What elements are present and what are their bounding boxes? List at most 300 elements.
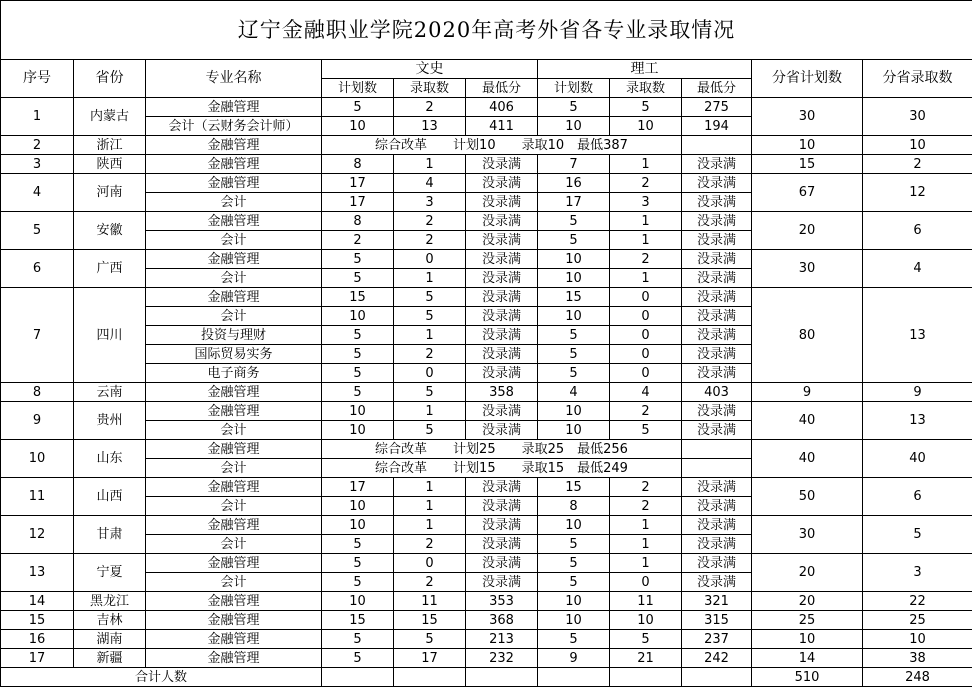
wen-plan-cell: 5 (322, 535, 394, 554)
seq-cell: 1 (1, 98, 74, 136)
province-admit-cell: 25 (863, 611, 972, 630)
province-admit-cell: 30 (863, 98, 972, 136)
table-row (1, 592, 972, 611)
wen-min-cell: 没录满 (466, 364, 538, 383)
wen-plan-cell: 5 (322, 98, 394, 117)
wen-min-cell: 358 (466, 383, 538, 402)
province-plan-cell: 20 (752, 554, 863, 592)
header-province-admit: 分省录取数 (863, 60, 972, 98)
major-cell: 金融管理 (146, 288, 322, 307)
major-cell: 金融管理 (146, 649, 322, 668)
wen-admit-cell: 4 (394, 174, 466, 193)
wen-min-cell: 没录满 (466, 193, 538, 212)
table-row (1, 554, 972, 573)
table-row (1, 440, 972, 459)
table-row (1, 383, 972, 402)
wen-min-cell: 没录满 (466, 554, 538, 573)
province-admit-cell: 38 (863, 649, 972, 668)
province-admit-cell: 9 (863, 383, 972, 402)
header-ligong: 理工 (538, 60, 752, 79)
seq-cell: 12 (1, 516, 74, 554)
li-plan-cell: 5 (538, 98, 610, 117)
province-plan-cell: 20 (752, 592, 863, 611)
li-min-cell: 没录满 (682, 345, 752, 364)
li-admit-cell: 1 (610, 535, 682, 554)
wen-admit-cell: 1 (394, 326, 466, 345)
wen-admit-cell: 2 (394, 212, 466, 231)
header-li-min: 最低分 (682, 79, 752, 98)
wen-plan-cell: 5 (322, 345, 394, 364)
wen-admit-cell: 1 (394, 516, 466, 535)
wen-min-cell: 没录满 (466, 269, 538, 288)
major-cell: 会计 (146, 269, 322, 288)
major-cell: 金融管理 (146, 250, 322, 269)
table-row (1, 288, 972, 307)
li-plan-cell: 5 (538, 231, 610, 250)
province-plan-cell: 50 (752, 478, 863, 516)
li-plan-cell: 5 (538, 535, 610, 554)
wen-min-cell: 213 (466, 630, 538, 649)
major-cell: 金融管理 (146, 383, 322, 402)
merged-note-cell: 综合改革 计划25 录取25 最低256 (322, 440, 682, 459)
page-title: 辽宁金融职业学院2020年高考外省各专业录取情况 (1, 1, 972, 60)
seq-cell: 11 (1, 478, 74, 516)
major-cell: 金融管理 (146, 440, 322, 459)
table-row (1, 98, 972, 117)
li-plan-cell: 10 (538, 611, 610, 630)
li-admit-cell: 1 (610, 212, 682, 231)
province-plan-cell: 67 (752, 174, 863, 212)
wen-plan-cell: 2 (322, 231, 394, 250)
major-cell: 国际贸易实务 (146, 345, 322, 364)
wen-plan-cell: 15 (322, 288, 394, 307)
wen-plan-cell: 17 (322, 478, 394, 497)
li-min-cell: 没录满 (682, 212, 752, 231)
wen-min-cell: 没录满 (466, 345, 538, 364)
province-plan-cell: 40 (752, 402, 863, 440)
wen-plan-cell: 5 (322, 630, 394, 649)
li-min-cell: 没录满 (682, 364, 752, 383)
li-min-cell: 没录满 (682, 193, 752, 212)
li-plan-cell: 10 (538, 402, 610, 421)
li-min-cell: 没录满 (682, 250, 752, 269)
empty-cell (682, 136, 752, 155)
li-admit-cell: 4 (610, 383, 682, 402)
li-plan-cell: 5 (538, 326, 610, 345)
header-wenshi: 文史 (322, 60, 538, 79)
wen-plan-cell: 5 (322, 269, 394, 288)
header-wen-admit: 录取数 (394, 79, 466, 98)
wen-plan-cell: 10 (322, 497, 394, 516)
province-cell: 河南 (74, 174, 146, 212)
province-plan-cell: 20 (752, 212, 863, 250)
province-plan-cell: 15 (752, 155, 863, 174)
wen-plan-cell: 17 (322, 174, 394, 193)
wen-admit-cell: 3 (394, 193, 466, 212)
li-plan-cell: 8 (538, 497, 610, 516)
province-cell: 新疆 (74, 649, 146, 668)
li-min-cell: 没录满 (682, 269, 752, 288)
li-plan-cell: 4 (538, 383, 610, 402)
li-plan-cell: 10 (538, 250, 610, 269)
table-row (1, 611, 972, 630)
li-min-cell: 没录满 (682, 497, 752, 516)
wen-plan-cell: 15 (322, 611, 394, 630)
major-cell: 会计（云财务会计师） (146, 117, 322, 136)
li-admit-cell: 5 (610, 630, 682, 649)
li-admit-cell: 2 (610, 497, 682, 516)
wen-min-cell: 没录满 (466, 573, 538, 592)
table-row (1, 250, 972, 269)
major-cell: 电子商务 (146, 364, 322, 383)
total-row (1, 668, 972, 687)
table-row (1, 174, 972, 193)
seq-cell: 5 (1, 212, 74, 250)
wen-plan-cell: 5 (322, 554, 394, 573)
major-cell: 金融管理 (146, 174, 322, 193)
table-row (1, 212, 972, 231)
major-cell: 会计 (146, 231, 322, 250)
seq-cell: 10 (1, 440, 74, 478)
wen-admit-cell: 5 (394, 307, 466, 326)
wen-plan-cell: 10 (322, 421, 394, 440)
li-admit-cell: 0 (610, 326, 682, 345)
wen-plan-cell: 10 (322, 516, 394, 535)
table-row (1, 516, 972, 535)
li-min-cell: 没录满 (682, 326, 752, 345)
li-admit-cell: 5 (610, 98, 682, 117)
li-plan-cell: 5 (538, 345, 610, 364)
wen-min-cell: 368 (466, 611, 538, 630)
wen-min-cell: 没录满 (466, 478, 538, 497)
wen-plan-cell: 10 (322, 117, 394, 136)
province-admit-cell: 2 (863, 155, 972, 174)
province-admit-cell: 13 (863, 288, 972, 383)
province-admit-cell: 10 (863, 136, 972, 155)
province-admit-cell: 10 (863, 630, 972, 649)
province-cell: 云南 (74, 383, 146, 402)
li-min-cell: 没录满 (682, 402, 752, 421)
li-plan-cell: 10 (538, 592, 610, 611)
wen-admit-cell: 1 (394, 402, 466, 421)
wen-admit-cell: 2 (394, 98, 466, 117)
province-admit-cell: 5 (863, 516, 972, 554)
li-plan-cell: 17 (538, 193, 610, 212)
li-min-cell: 没录满 (682, 535, 752, 554)
wen-admit-cell: 0 (394, 364, 466, 383)
li-min-cell: 275 (682, 98, 752, 117)
province-cell: 四川 (74, 288, 146, 383)
li-admit-cell: 11 (610, 592, 682, 611)
province-admit-cell: 22 (863, 592, 972, 611)
li-plan-cell: 15 (538, 288, 610, 307)
li-admit-cell: 3 (610, 193, 682, 212)
li-admit-cell: 21 (610, 649, 682, 668)
wen-plan-cell: 5 (322, 326, 394, 345)
empty-cell (682, 459, 752, 478)
li-min-cell: 没录满 (682, 421, 752, 440)
wen-admit-cell: 1 (394, 155, 466, 174)
major-cell: 会计 (146, 535, 322, 554)
li-plan-cell: 7 (538, 155, 610, 174)
wen-admit-cell: 2 (394, 535, 466, 554)
major-cell: 金融管理 (146, 592, 322, 611)
li-plan-cell: 10 (538, 421, 610, 440)
li-admit-cell: 2 (610, 174, 682, 193)
wen-plan-cell: 5 (322, 573, 394, 592)
li-admit-cell: 0 (610, 573, 682, 592)
empty-cell (322, 668, 394, 687)
wen-admit-cell: 2 (394, 231, 466, 250)
li-min-cell: 没录满 (682, 478, 752, 497)
li-min-cell: 194 (682, 117, 752, 136)
li-admit-cell: 5 (610, 421, 682, 440)
province-plan-cell: 30 (752, 250, 863, 288)
province-cell: 甘肃 (74, 516, 146, 554)
wen-min-cell: 411 (466, 117, 538, 136)
empty-cell (682, 440, 752, 459)
wen-plan-cell: 5 (322, 383, 394, 402)
province-plan-cell: 10 (752, 136, 863, 155)
wen-admit-cell: 1 (394, 497, 466, 516)
header-major: 专业名称 (146, 60, 322, 98)
wen-admit-cell: 5 (394, 288, 466, 307)
province-cell: 宁夏 (74, 554, 146, 592)
province-plan-cell: 9 (752, 383, 863, 402)
province-admit-cell: 40 (863, 440, 972, 478)
li-plan-cell: 10 (538, 117, 610, 136)
li-min-cell: 242 (682, 649, 752, 668)
wen-min-cell: 没录满 (466, 307, 538, 326)
major-cell: 会计 (146, 193, 322, 212)
wen-admit-cell: 11 (394, 592, 466, 611)
header-seq: 序号 (1, 60, 74, 98)
wen-plan-cell: 17 (322, 193, 394, 212)
wen-min-cell: 406 (466, 98, 538, 117)
wen-admit-cell: 2 (394, 573, 466, 592)
li-admit-cell: 0 (610, 288, 682, 307)
major-cell: 金融管理 (146, 155, 322, 174)
wen-min-cell: 没录满 (466, 231, 538, 250)
wen-admit-cell: 15 (394, 611, 466, 630)
header-province: 省份 (74, 60, 146, 98)
major-cell: 金融管理 (146, 611, 322, 630)
li-admit-cell: 0 (610, 307, 682, 326)
li-min-cell: 237 (682, 630, 752, 649)
li-admit-cell: 1 (610, 516, 682, 535)
province-admit-cell: 6 (863, 212, 972, 250)
li-admit-cell: 10 (610, 117, 682, 136)
merged-note-cell: 综合改革 计划15 录取15 最低249 (322, 459, 682, 478)
province-admit-cell: 6 (863, 478, 972, 516)
wen-min-cell: 没录满 (466, 155, 538, 174)
seq-cell: 2 (1, 136, 74, 155)
li-plan-cell: 5 (538, 573, 610, 592)
li-min-cell: 没录满 (682, 155, 752, 174)
li-admit-cell: 1 (610, 554, 682, 573)
li-plan-cell: 5 (538, 212, 610, 231)
province-cell: 黑龙江 (74, 592, 146, 611)
wen-plan-cell: 8 (322, 155, 394, 174)
li-admit-cell: 2 (610, 478, 682, 497)
major-cell: 会计 (146, 573, 322, 592)
province-cell: 吉林 (74, 611, 146, 630)
header-wen-min: 最低分 (466, 79, 538, 98)
wen-admit-cell: 5 (394, 383, 466, 402)
empty-cell (394, 668, 466, 687)
seq-cell: 15 (1, 611, 74, 630)
wen-min-cell: 没录满 (466, 535, 538, 554)
province-cell: 贵州 (74, 402, 146, 440)
wen-min-cell: 没录满 (466, 402, 538, 421)
li-min-cell: 315 (682, 611, 752, 630)
table-row (1, 155, 972, 174)
major-cell: 金融管理 (146, 402, 322, 421)
province-plan-cell: 14 (752, 649, 863, 668)
major-cell: 金融管理 (146, 516, 322, 535)
province-cell: 陕西 (74, 155, 146, 174)
wen-min-cell: 没录满 (466, 288, 538, 307)
province-plan-cell: 80 (752, 288, 863, 383)
li-plan-cell: 10 (538, 516, 610, 535)
major-cell: 会计 (146, 459, 322, 478)
table-row (1, 402, 972, 421)
li-min-cell: 没录满 (682, 516, 752, 535)
li-plan-cell: 5 (538, 630, 610, 649)
wen-min-cell: 没录满 (466, 421, 538, 440)
province-plan-cell: 30 (752, 516, 863, 554)
wen-admit-cell: 5 (394, 630, 466, 649)
li-admit-cell: 10 (610, 611, 682, 630)
total-plan: 510 (752, 668, 863, 687)
wen-plan-cell: 10 (322, 402, 394, 421)
major-cell: 会计 (146, 497, 322, 516)
li-min-cell: 没录满 (682, 307, 752, 326)
seq-cell: 4 (1, 174, 74, 212)
wen-min-cell: 没录满 (466, 212, 538, 231)
wen-admit-cell: 13 (394, 117, 466, 136)
empty-cell (682, 668, 752, 687)
wen-admit-cell: 0 (394, 250, 466, 269)
wen-admit-cell: 17 (394, 649, 466, 668)
empty-cell (610, 668, 682, 687)
table-row (1, 630, 972, 649)
province-plan-cell: 25 (752, 611, 863, 630)
major-cell: 金融管理 (146, 630, 322, 649)
wen-plan-cell: 5 (322, 649, 394, 668)
province-plan-cell: 10 (752, 630, 863, 649)
province-cell: 山东 (74, 440, 146, 478)
province-cell: 浙江 (74, 136, 146, 155)
empty-cell (466, 668, 538, 687)
province-admit-cell: 12 (863, 174, 972, 212)
wen-admit-cell: 1 (394, 269, 466, 288)
wen-min-cell: 232 (466, 649, 538, 668)
empty-cell (538, 668, 610, 687)
wen-min-cell: 没录满 (466, 174, 538, 193)
province-cell: 山西 (74, 478, 146, 516)
seq-cell: 3 (1, 155, 74, 174)
province-cell: 安徽 (74, 212, 146, 250)
wen-plan-cell: 8 (322, 212, 394, 231)
li-plan-cell: 16 (538, 174, 610, 193)
merged-note-cell: 综合改革 计划10 录取10 最低387 (322, 136, 682, 155)
wen-min-cell: 没录满 (466, 250, 538, 269)
li-min-cell: 403 (682, 383, 752, 402)
seq-cell: 13 (1, 554, 74, 592)
li-admit-cell: 2 (610, 250, 682, 269)
li-min-cell: 没录满 (682, 554, 752, 573)
wen-min-cell: 没录满 (466, 516, 538, 535)
seq-cell: 8 (1, 383, 74, 402)
seq-cell: 9 (1, 402, 74, 440)
li-admit-cell: 0 (610, 364, 682, 383)
table-row (1, 136, 972, 155)
wen-min-cell: 353 (466, 592, 538, 611)
table-row (1, 649, 972, 668)
province-admit-cell: 3 (863, 554, 972, 592)
major-cell: 金融管理 (146, 212, 322, 231)
seq-cell: 6 (1, 250, 74, 288)
wen-plan-cell: 5 (322, 364, 394, 383)
li-plan-cell: 10 (538, 307, 610, 326)
table-row (1, 478, 972, 497)
li-plan-cell: 10 (538, 269, 610, 288)
province-cell: 内蒙古 (74, 98, 146, 136)
major-cell: 会计 (146, 421, 322, 440)
wen-plan-cell: 5 (322, 250, 394, 269)
wen-admit-cell: 0 (394, 554, 466, 573)
province-cell: 广西 (74, 250, 146, 288)
seq-cell: 14 (1, 592, 74, 611)
li-admit-cell: 0 (610, 345, 682, 364)
li-admit-cell: 2 (610, 402, 682, 421)
header-li-plan: 计划数 (538, 79, 610, 98)
wen-admit-cell: 5 (394, 421, 466, 440)
li-min-cell: 没录满 (682, 231, 752, 250)
li-plan-cell: 15 (538, 478, 610, 497)
li-min-cell: 没录满 (682, 573, 752, 592)
header-wen-plan: 计划数 (322, 79, 394, 98)
wen-min-cell: 没录满 (466, 497, 538, 516)
seq-cell: 17 (1, 649, 74, 668)
major-cell: 金融管理 (146, 136, 322, 155)
li-admit-cell: 1 (610, 231, 682, 250)
li-admit-cell: 1 (610, 155, 682, 174)
total-admit: 248 (863, 668, 972, 687)
li-plan-cell: 5 (538, 554, 610, 573)
li-plan-cell: 5 (538, 364, 610, 383)
li-min-cell: 321 (682, 592, 752, 611)
li-plan-cell: 9 (538, 649, 610, 668)
li-min-cell: 没录满 (682, 174, 752, 193)
wen-plan-cell: 10 (322, 592, 394, 611)
wen-plan-cell: 10 (322, 307, 394, 326)
li-admit-cell: 1 (610, 269, 682, 288)
major-cell: 金融管理 (146, 478, 322, 497)
province-admit-cell: 4 (863, 250, 972, 288)
li-min-cell: 没录满 (682, 288, 752, 307)
province-admit-cell: 13 (863, 402, 972, 440)
wen-admit-cell: 2 (394, 345, 466, 364)
seq-cell: 16 (1, 630, 74, 649)
major-cell: 会计 (146, 307, 322, 326)
wen-admit-cell: 1 (394, 478, 466, 497)
province-plan-cell: 30 (752, 98, 863, 136)
seq-cell: 7 (1, 288, 74, 383)
major-cell: 金融管理 (146, 98, 322, 117)
header-li-admit: 录取数 (610, 79, 682, 98)
